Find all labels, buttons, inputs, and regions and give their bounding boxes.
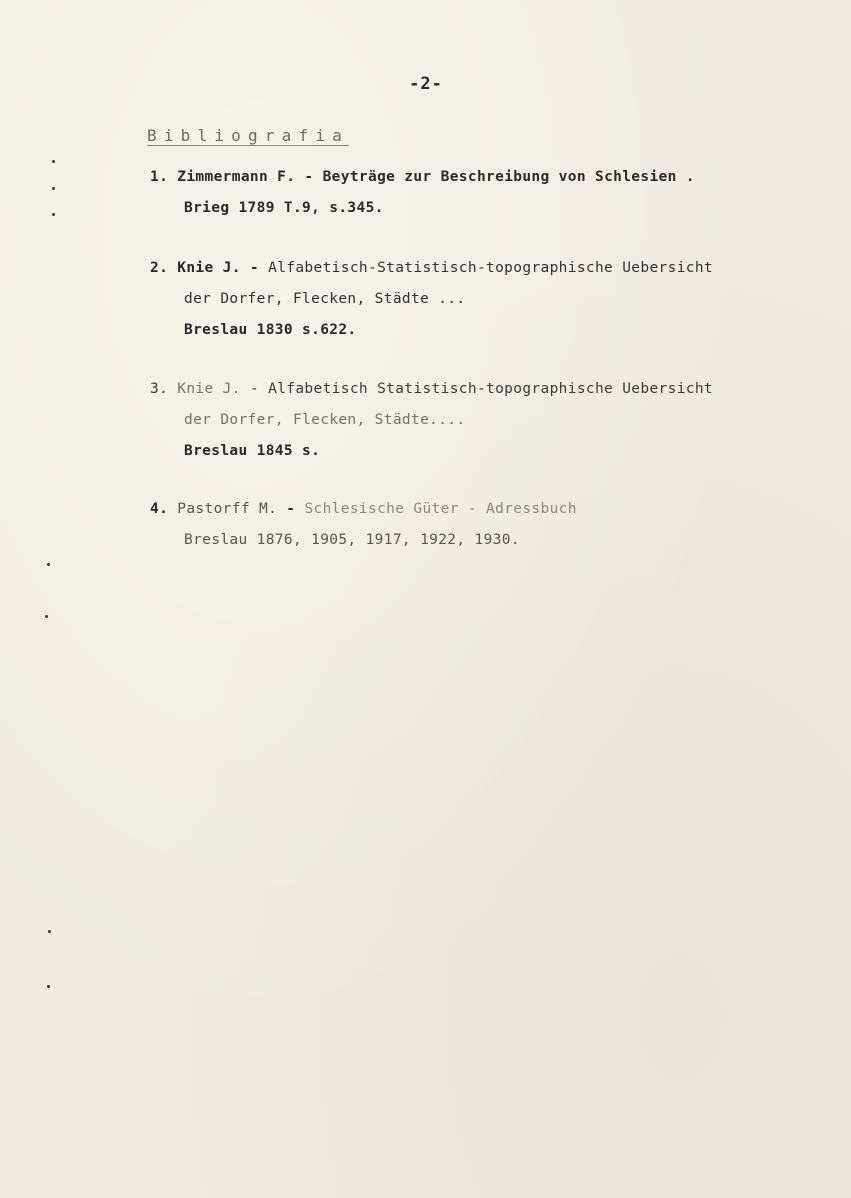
entry-2-line-3: Breslau 1830 s.622. [184,322,357,338]
margin-speck [45,615,48,618]
entry-3-line-1 [150,374,713,405]
margin-speck [47,563,50,566]
entry-dash: - [286,501,296,517]
bibliography-entry-1 [150,162,695,224]
entry-dash: - [249,260,260,276]
entry-4-line-2: Breslau 1876, 1905, 1917, 1922, 1930. [184,532,520,548]
bibliography-entry-3 [150,374,713,467]
margin-speck [47,985,50,988]
entry-3-line-2: der Dorfer, Flecken, Städte.... [184,412,466,428]
entry-number: 4. [150,501,169,517]
entry-3-line-3: Breslau 1845 s. [184,443,321,459]
entry-title: Beyträge zur Beschreibung von Schlesien . [322,169,695,185]
margin-speck [48,930,51,933]
entry-1-line-1 [150,162,695,193]
section-heading: Bibliografia [147,126,349,145]
entry-dash: - [249,381,260,397]
bibliography-entry-2 [150,253,713,346]
entry-title: Alfabetisch Statistisch-topographische Uebersicht [268,381,714,397]
entry-1-line-2: Brieg 1789 T.9, s.345. [184,200,384,216]
entry-number: 3. [150,381,169,397]
margin-speck [52,187,55,190]
entry-author: Knie J. [177,260,241,276]
entry-title: Alfabetisch-Statistisch-topographische Uebersicht [268,260,714,276]
entry-number: 2. [150,260,169,276]
entry-4-line-1 [150,494,577,525]
margin-speck [52,213,55,216]
entry-number: 1. [150,169,169,185]
margin-speck [52,160,55,163]
entry-2-line-2: der Dorfer, Flecken, Städte ... [184,291,466,307]
entry-author: Zimmermann F. [177,169,296,185]
bibliography-entry-4 [150,494,577,556]
entry-2-line-1 [150,253,713,284]
page-number: -2- [409,74,443,94]
entry-title: Schlesische Güter - Adressbuch [304,501,577,517]
entry-author: Knie J. [177,381,241,397]
entry-author: Pastorff M. [177,501,278,517]
entry-dash: - [304,169,314,185]
